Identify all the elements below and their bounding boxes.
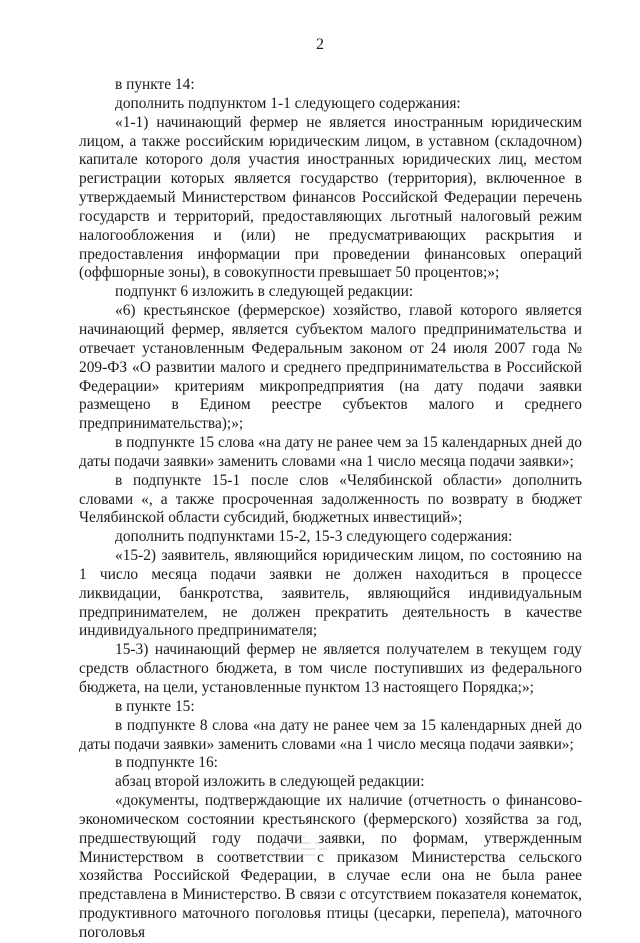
paragraph: дополнить подпунктами 15-2, 15-3 следующего содержания: — [115, 528, 513, 546]
paragraph: в подпункте 8 слова «на дату не ранее чем за 15 календарных дней до даты подачи заявки» заменить словами «на 1 число месяца подачи заявки»; — [79, 716, 582, 753]
paragraph: «15-2) заявитель, являющийся юридическим лицом, по состоянию на 1 число месяца подачи заявки не должен находиться в процессе ликвидации, банкротства, заявитель, являющийся индивидуальным предпринимателем, не должен прекратить деятельность в качестве индивидуального предпринимателя; — [79, 547, 582, 640]
paragraph: в пункте 15: — [115, 697, 195, 715]
paragraph: подпункт 6 изложить в следующей редакции: — [115, 283, 414, 301]
paragraph: в подпункте 16: — [115, 754, 218, 772]
paragraph: «6) крестьянское (фермерское) хозяйство, главой которого является начинающий фермер, является субъектом малого предпринимательства и отвечает установленным Федеральным законом от 24 июля 2007 года № 209-ФЗ «О развитии малого и среднего предпринимательства в Российской Федерации» критериям микропредприятия (на дату подачи заявки размещено в Едином реестре субъектов малого и среднего предпринимательства);»; — [79, 302, 582, 433]
paragraph: «1-1) начинающий фермер не является иностранным юридическим лицом, а также российским юридическим лицом, в уставном (складочном) капитале которого доля участия иностранных юридических лиц, местом регистрации которых является государство (территория), включенное в утверждаемый Министерством финансов Российской Федерации перечень государств и территорий, предоставляющих льготный налоговый режим налогообложения и (или) не предусматривающих раскрытия и предоставления информации при проведении финансовых операций (оффшорные зоны), в совокупности превышает 50 процентов;»; — [79, 113, 582, 282]
page-number: 2 — [316, 36, 324, 53]
paragraph: в подпункте 15-1 после слов «Челябинской области» дополнить словами «, а также просроченная задолженность по возврату в бюджет Челябинской области субсидий, бюджетных инвестиций»; — [79, 471, 582, 527]
paragraph: в подпункте 15 слова «на дату не ранее чем за 15 календарных дней до даты подачи заявки» заменить словами «на 1 число месяца подачи заявки»; — [79, 434, 582, 470]
faint-stamp-mark — [271, 833, 331, 859]
paragraph: абзац второй изложить в следующей редакции: — [115, 773, 425, 791]
paragraph: в пункте 14: — [115, 76, 195, 93]
document-body — [79, 76, 582, 943]
paragraph: «документы, подтверждающие их наличие (отчетность о финансово-экономическом состоянии крестьянского (фермерского) хозяйства за год, предшествующий году подачи заявки, по формам, утвержденным Министерством в соответствии с приказом Министерства сельского хозяйства Российской Федерации, в случае если она не была ранее представлена в Министерство. В связи с отсутствием показателя конематок, продуктивного маточного поголовья птицы (цесарки, перепела), маточного поголовья — [79, 792, 582, 941]
paragraph: 15-3) начинающий фермер не является получателем в текущем году средств областного бюджета, в том числе поступивших из федерального бюджета, на цели, установленные пунктом 13 настоящего Порядка;»; — [79, 641, 582, 696]
paragraph: дополнить подпунктом 1-1 следующего содержания: — [115, 94, 461, 112]
